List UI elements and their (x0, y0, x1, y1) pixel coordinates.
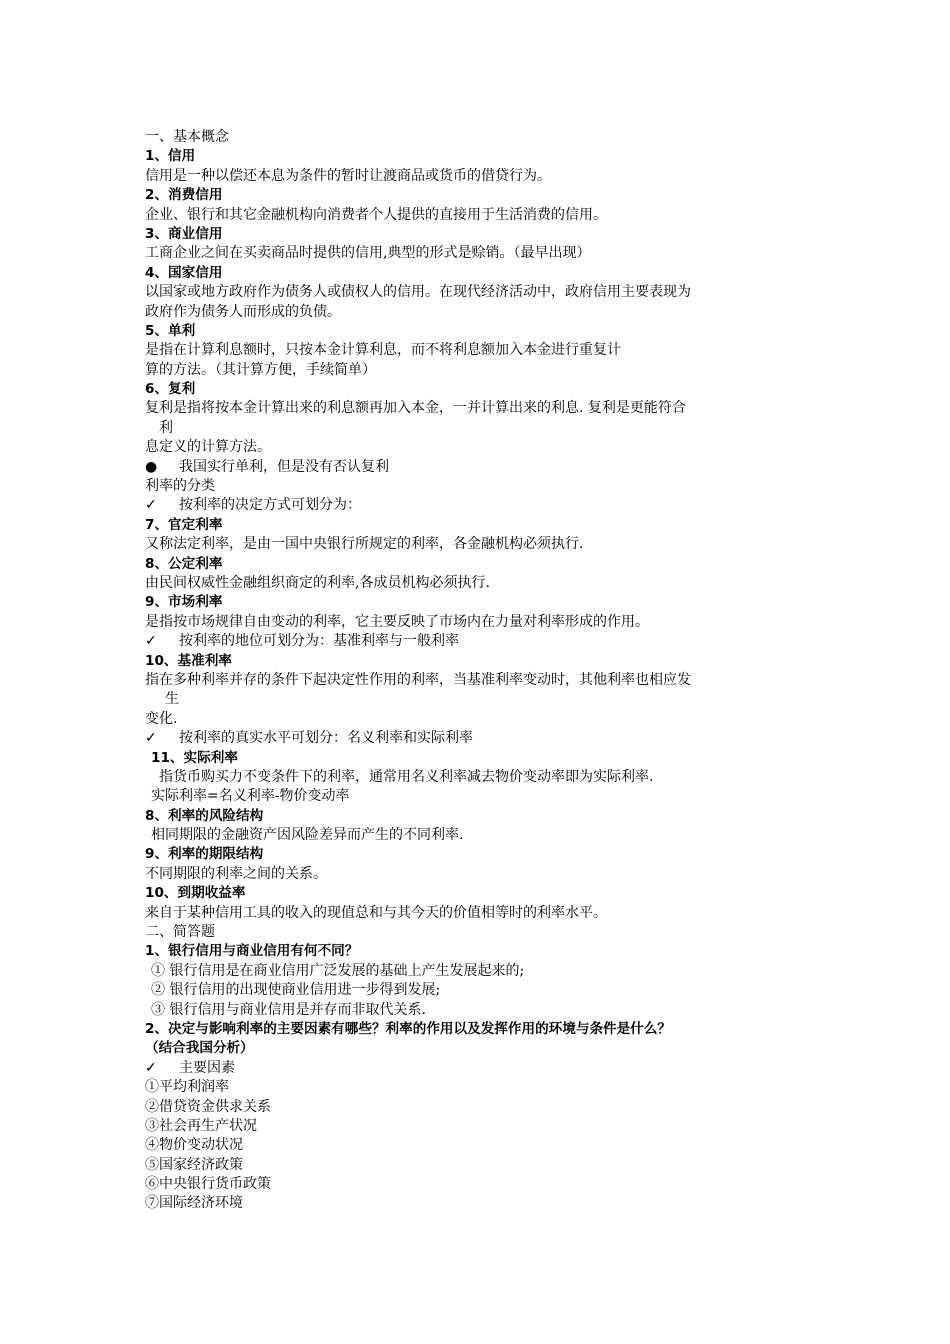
section-heading: 4、国家信用 (145, 264, 223, 281)
paragraph-line: 利率的分类 (145, 478, 215, 495)
paragraph-line: ⑦国际经济环境 (145, 1195, 243, 1212)
paragraph-line: 是指在计算利息额时，只按本金计算利息，而不将利息额加入本金进行重复计 (145, 342, 621, 359)
paragraph-line: 又称法定利率，是由一国中央银行所规定的利率，各金融机构必须执行. (145, 536, 584, 553)
section-heading: 6、复利 (145, 381, 196, 398)
section-heading: 1、银行信用与商业信用有何不同？ (145, 943, 359, 960)
paragraph-line: 指货币购买力不变条件下的利率，通常用名义利率减去物价变动率即为实际利率. (159, 768, 654, 785)
section-heading: 9、市场利率 (145, 594, 223, 611)
paragraph-line: 由民间权威性金融组织商定的利率,各成员机构必须执行. (145, 574, 490, 591)
section-heading: 8、利率的风险结构 (145, 807, 264, 824)
paragraph-line: 指在多种利率并存的条件下起决定性作用的利率，当基准利率变动时，其他利率也相应发 (145, 671, 691, 688)
paragraph-line: ③社会再生产状况 (145, 1117, 257, 1134)
paragraph-line: 实际利率=名义利率-物价变动率 (151, 788, 350, 805)
section-heading: 2、决定与影响利率的主要因素有哪些？利率的作用以及发挥作用的环境与条件是什么？ (145, 1020, 672, 1037)
paragraph-line: 工商企业之间在买卖商品时提供的信用,典型的形式是赊销。（最早出现） (145, 245, 591, 262)
section-heading: 11、实际利率 (151, 749, 238, 766)
bullet-line: ✓ 主要因素 (145, 1059, 805, 1078)
paragraph-line: ② 银行信用的出现使商业信用进一步得到发展; (151, 982, 441, 999)
wrapped-char: 生 (165, 691, 179, 708)
bullet-line: ● 我国实行单利，但是没有否认复利 (145, 458, 805, 477)
paragraph-line: 变化. (145, 710, 178, 727)
section-heading: 2、消费信用 (145, 187, 223, 204)
section-heading: 8、公定利率 (145, 555, 223, 572)
paragraph-line: ④物价变动状况 (145, 1137, 243, 1154)
section-heading: 5、单利 (145, 322, 196, 339)
paragraph-line: ⑥中央银行货币政策 (145, 1176, 271, 1193)
paragraph-line: ① 银行信用是在商业信用广泛发展的基础上产生发展起来的; (151, 962, 525, 979)
section-heading: 10、到期收益率 (145, 885, 246, 902)
paragraph-line: 企业、银行和其它金融机构向消费者个人提供的直接用于生活消费的信用。 (145, 206, 607, 223)
paragraph-line: ③ 银行信用与商业信用是并存而非取代关系. (151, 1001, 426, 1018)
bullet-dot-icon: ● (145, 458, 158, 475)
part-heading: 二、简答题 (145, 924, 215, 941)
paragraph-line: ②借贷资金供求关系 (145, 1098, 271, 1115)
paragraph-line: 是指按市场规律自由变动的利率，它主要反映了市场内在力量对利率形成的作用。 (145, 613, 649, 630)
check-mark-icon: ✓ (145, 497, 157, 514)
paragraph-line: ①平均利润率 (145, 1079, 229, 1096)
bullet-line: ✓ 按利率的决定方式可划分为： (145, 496, 805, 515)
paragraph-line: 不同期限的利率之间的关系。 (145, 865, 327, 882)
paragraph-line: 算的方法。（其计算方便，手续简单） (145, 361, 376, 378)
wrapped-char: 利 (159, 419, 173, 436)
paragraph-line: 信用是一种以偿还本息为条件的暂时让渡商品或货币的借贷行为。 (145, 167, 551, 184)
bullet-line: ✓ 按利率的真实水平可划分：名义利率和实际利率 (145, 729, 805, 748)
section-heading: 10、基准利率 (145, 652, 232, 669)
paragraph-line: 政府作为债务人而形成的负债。 (145, 303, 341, 320)
section-heading: 9、利率的期限结构 (145, 846, 264, 863)
bullet-line: ✓ 按利率的地位可划分为：基准利率与一般利率 (145, 632, 805, 651)
paragraph-line: 以国家或地方政府作为债务人或债权人的信用。在现代经济活动中，政府信用主要表现为 (145, 284, 691, 301)
check-mark-icon: ✓ (145, 1059, 157, 1076)
part-heading: 一、基本概念 (145, 129, 229, 145)
section-heading: （结合我国分析） (145, 1040, 254, 1057)
section-heading: 7、官定利率 (145, 516, 223, 533)
check-mark-icon: ✓ (145, 730, 157, 747)
section-heading: 3、商业信用 (145, 225, 223, 242)
document-page (145, 128, 805, 1214)
paragraph-line: 复利是指将按本金计算出来的利息额再加入本金，一并计算出来的利息. 复利是更能符合 (145, 400, 686, 417)
paragraph-line: 相同期限的金融资产因风险差异而产生的不同利率. (151, 827, 464, 844)
check-mark-icon: ✓ (145, 633, 157, 650)
paragraph-line: 来自于某种信用工具的收入的现值总和与其今天的价值相等时的利率水平。 (145, 904, 607, 921)
section-heading: 1、信用 (145, 148, 196, 165)
paragraph-line: ⑤国家经济政策 (145, 1156, 243, 1173)
paragraph-line: 息定义的计算方法。 (145, 439, 271, 456)
